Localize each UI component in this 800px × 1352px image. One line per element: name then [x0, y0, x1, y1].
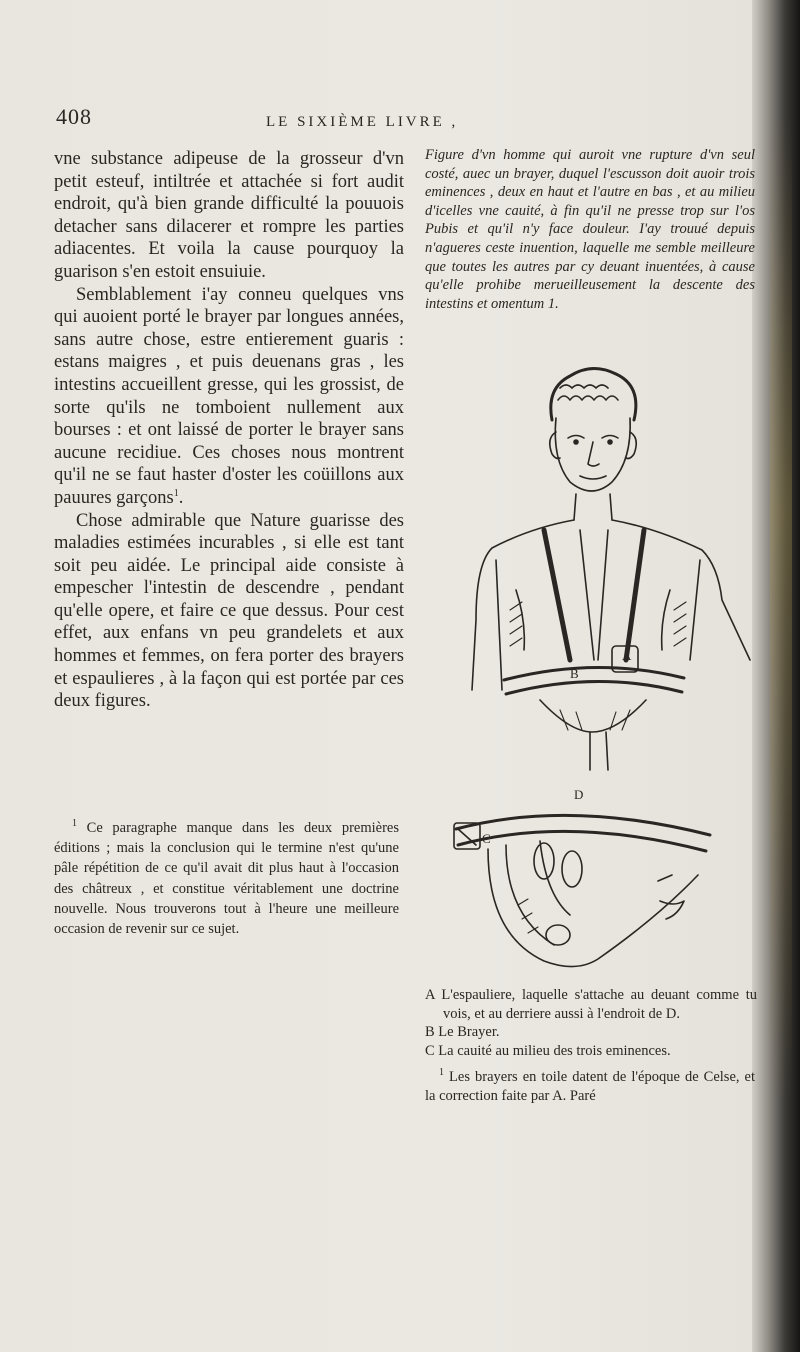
paragraph-1: vne substance adipeuse de la grosseur d'vn petit esteuf, intiltrée et attachée si fort audit endroit, qu'à bien grande difficulté la pouuois detacher sans dilacerer et rompre les parties adiacentes. Et voila la cause pourquoy la guarison s'en estoit ensuiuie.: [54, 149, 404, 282]
right-footnote-text: Les brayers en toile datent de l'époque de Celse, et la correction faite par A. Paré: [425, 1069, 755, 1104]
left-footnote: [54, 818, 399, 939]
legend-text: L'espauliere, laquelle s'attache au deuant comme tu vois, et au derriere aussi à l'endroit de D.: [441, 987, 758, 1022]
figure-label-d: D: [574, 787, 584, 802]
page-number: 408: [56, 104, 92, 129]
figure-label-b: B: [570, 666, 579, 681]
caption-footnote-marker: 1.: [547, 295, 559, 312]
figure-caption: [425, 146, 755, 313]
paragraph-2-text: Semblablement i'ay conneu quelques vns qui auoient porté le brayer par longues années, sans autre chose, estre entierement guaris : estans maigres , et puis deuenans gras , les intestins accueillent gresse, qui les grossist, de sorte qu'ils ne tomboient nullement aux bourses : et ont laissé de porter le brayer sans aucune recidiue. Ces choses nous montrent qu'il ne se faut haster d'oster les coüillons aux pauures garçons: [54, 284, 404, 508]
legend-text: La cauité au milieu des trois eminences.: [438, 1042, 671, 1059]
left-footnote-marker: 1: [72, 818, 77, 830]
main-text: [54, 148, 404, 713]
truss-wearer-illustration: [420, 360, 765, 780]
legend-item-b: [425, 1023, 757, 1042]
figure-legend: [425, 986, 757, 1060]
spine-stain: [770, 120, 792, 1100]
figure-caption-text: Figure d'vn homme qui auroit vne rupture d'vn seul costé, auec un brayer, duquel l'escusson doit auoir trois eminences , deux en haut et l'autre en bas , et au milieu d'icelles vne cauité, à fin qu'il ne presse trop sur l'os Pubis et qu'il n'y face douleur. I'ay trouué depuis n'agueres ceste inuention, laquelle me semble meilleure que toutes les autres par cy deuant inuentées, à cause qu'elle prohibe merueilleusement la descente des intestins et omentum: [425, 147, 755, 312]
left-column: [54, 148, 404, 713]
paragraph-2: Semblablement i'ay conneu quelques vns qui auoient porté le brayer par longues années, sans autre chose, estre entierement guaris : estans maigres , et puis deuenans gras , les intestins accueillent gresse, qui les grossist, de sorte qu'ils ne tomboient nullement aux bourses : et ont laissé de porter le brayer sans aucune recidiue. Ces choses nous montrent qu'il ne se faut haster d'oster les coüillons aux pauures garçons$^1$.: [54, 284, 404, 508]
legend-key: A: [425, 987, 435, 1003]
legend-item-c: [425, 1042, 757, 1061]
running-title: LE SIXIÈME LIVRE ,: [266, 114, 459, 130]
right-footnote-marker: 1: [439, 1067, 444, 1079]
brayer-detail-illustration: [448, 785, 720, 975]
legend-item-a: [425, 986, 757, 1023]
legend-key: B: [425, 1024, 435, 1041]
left-footnote-text: Ce paragraphe manque dans les deux premières éditions ; mais la conclusion qui le termine n'est qu'une pâle répétition de ce qu'il avait dit plus haut à l'occasion des châtreux , et constitue véritablement une doctrine nouvelle. Nous trouverons tout à l'heure une meilleure occasion de revenir sur ce sujet.: [54, 820, 399, 938]
paragraph-3: Chose admirable que Nature guarisse des maladies estimées incurables , si elle est tant soit peu aidée. Le principal aide consiste à empescher l'intestin de descendre , pendant qu'elle opere, et faire ce que dessus. Pour cest effet, aux enfans vn peu grandelets et aux hommes et femmes, on fera porter des brayers et espaulieres , à la façon qui est portée par ces deux figures.: [54, 510, 404, 712]
legend-text: Le Brayer.: [438, 1024, 500, 1041]
legend-key: C: [425, 1042, 435, 1059]
right-footnote: [425, 1068, 755, 1105]
figure-label-a: A: [622, 648, 632, 663]
figure-label-c: C: [482, 831, 491, 846]
footnote-ref: 1: [173, 487, 179, 499]
